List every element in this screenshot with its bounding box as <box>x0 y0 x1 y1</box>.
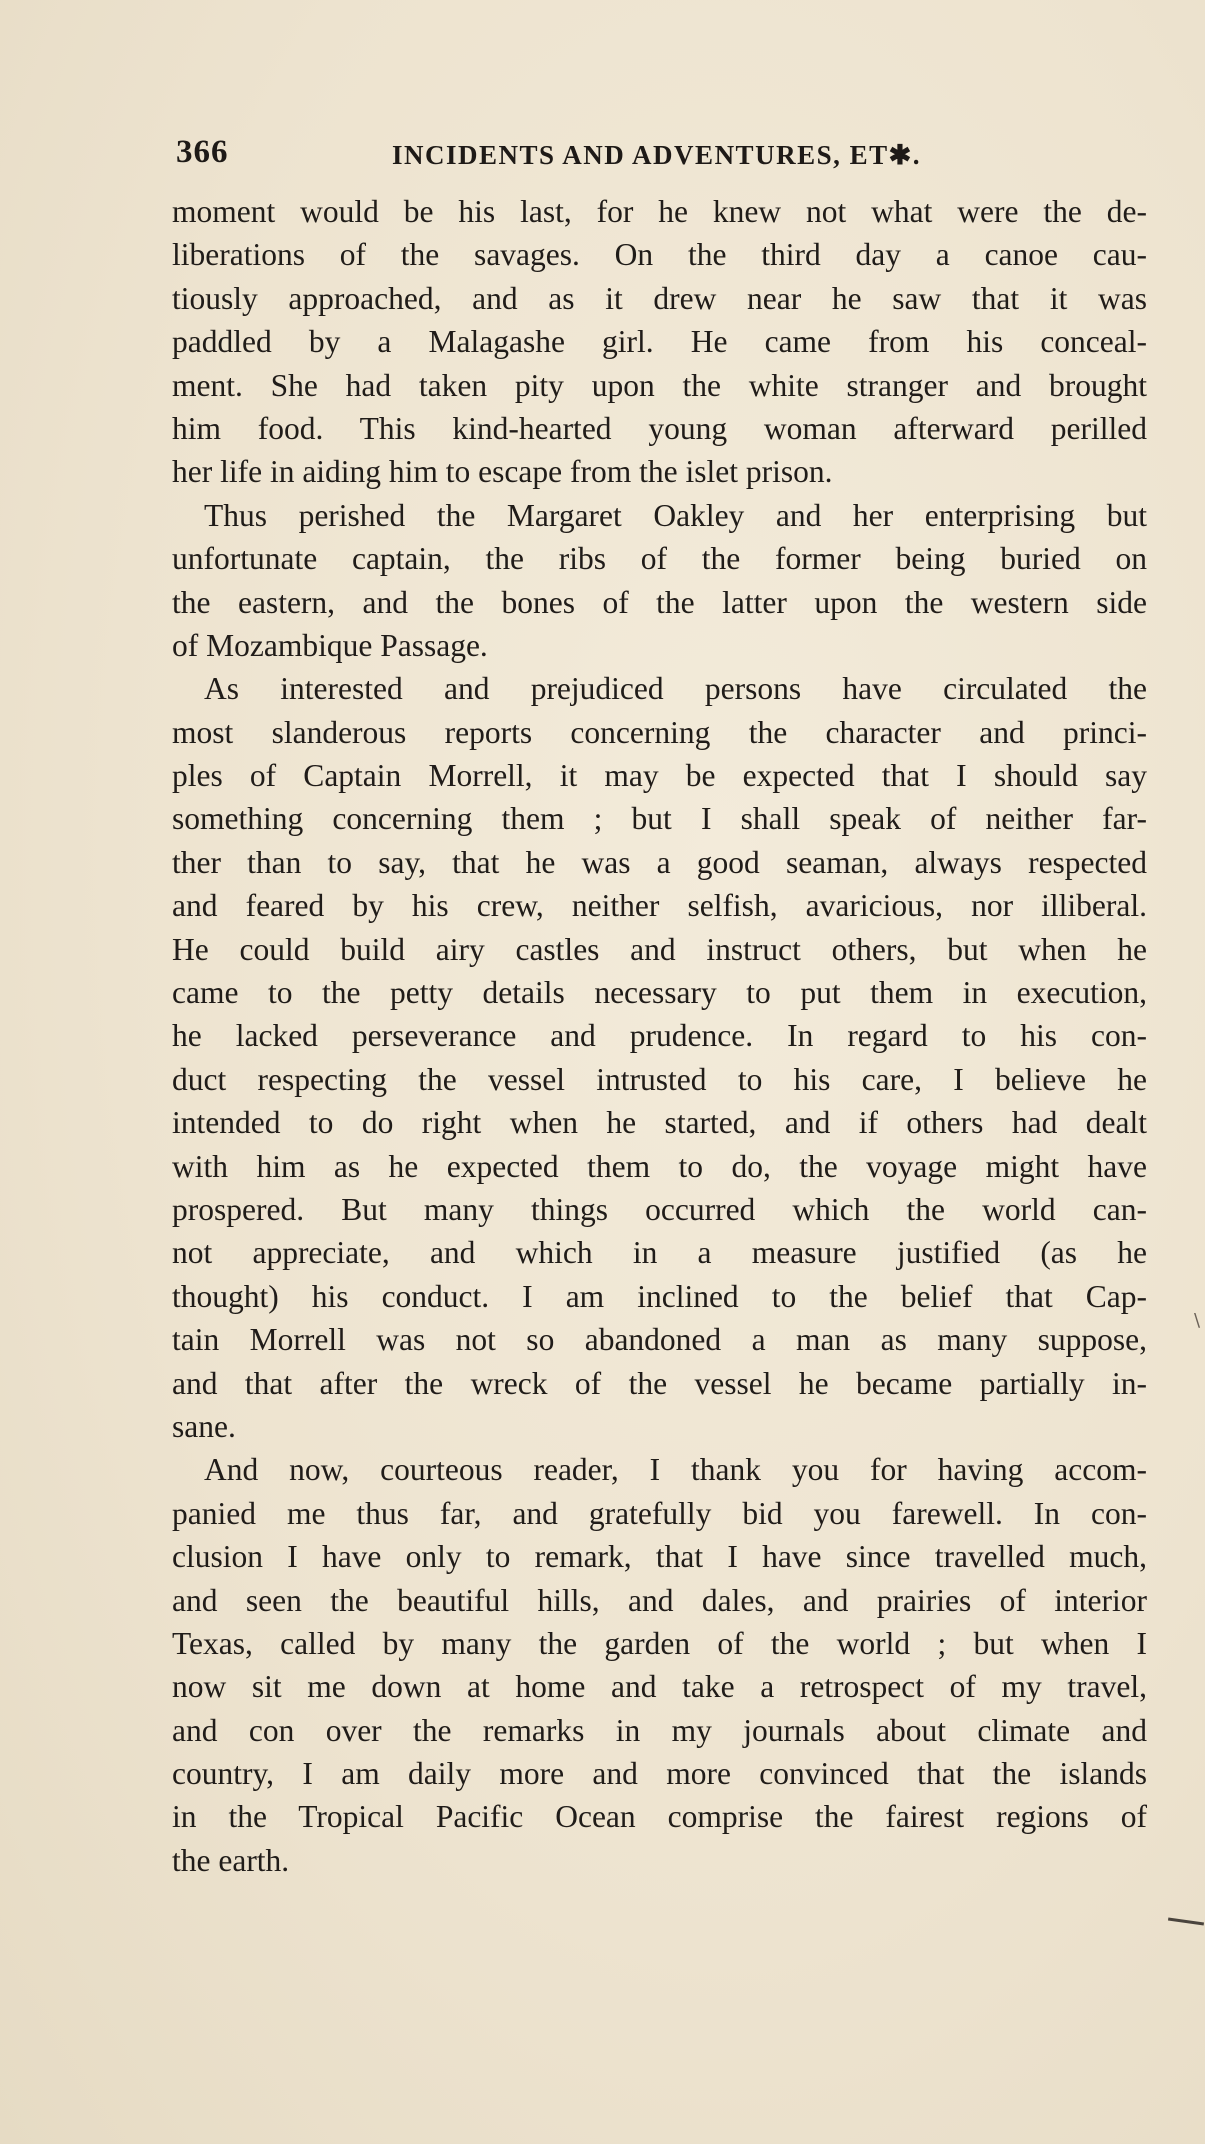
text-line: in the Tropical Pacific Ocean comprise the fairest regions of <box>172 1799 1147 1835</box>
text-line: the eastern, and the bones of the latter upon the western side <box>172 584 1147 620</box>
text-line: thought) his conduct. I am inclined to the belief that Cap- <box>172 1278 1147 1314</box>
text-line: clusion I have only to remark, that I have since travelled much, <box>172 1539 1147 1575</box>
text-line: her life in aiding him to escape from the islet prison. <box>172 454 833 490</box>
text-line: something concerning them ; but I shall speak of neither far- <box>172 801 1147 837</box>
text-line: ment. She had taken pity upon the white stranger and brought <box>172 367 1147 403</box>
text-line: ples of Captain Morrell, it may be expected that I should say <box>172 758 1147 794</box>
text-line: Texas, called by many the garden of the world ; but when I <box>172 1625 1147 1661</box>
text-line: most slanderous reports concerning the character and princi- <box>172 714 1147 750</box>
text-line: country, I am daily more and more convinced that the islands <box>172 1756 1147 1792</box>
stray-dash-mark <box>1168 1918 1204 1926</box>
text-line: Thus perished the Margaret Oakley and her enterprising but <box>204 497 1147 533</box>
text-line: he lacked perseverance and prudence. In regard to his con- <box>172 1018 1147 1054</box>
text-line: As interested and prejudiced persons have circulated the <box>204 671 1147 707</box>
stray-tick-mark: \ <box>1194 1310 1201 1331</box>
paragraph-3 <box>172 667 1147 1448</box>
text-line: And now, courteous reader, I thank you for having accom- <box>204 1452 1147 1488</box>
text-line: He could build airy castles and instruct others, but when he <box>172 931 1147 967</box>
text-line: moment would be his last, for he knew not what were the de- <box>172 194 1147 229</box>
text-line: prospered. But many things occurred which the world can- <box>172 1191 1147 1227</box>
text-line: him food. This kind-hearted young woman afterward perilled <box>172 410 1147 446</box>
text-line: of Mozambique Passage. <box>172 627 488 663</box>
text-line: intended to do right when he started, and if others had dealt <box>172 1105 1147 1141</box>
text-line: and that after the wreck of the vessel he became partially in- <box>172 1365 1147 1401</box>
running-title: INCIDENTS AND ADVENTURES, ET✱. <box>392 140 921 170</box>
text-line: not appreciate, and which in a measure justified (as he <box>172 1235 1147 1271</box>
body-text <box>172 190 1147 1882</box>
text-line: unfortunate captain, the ribs of the former being buried on <box>172 541 1147 577</box>
page-number: 366 <box>176 134 229 170</box>
text-line: liberations of the savages. On the third day a canoe cau- <box>172 237 1147 273</box>
text-line: the earth. <box>172 1842 290 1878</box>
text-line: sane. <box>172 1408 236 1444</box>
text-line: and con over the remarks in my journals about climate and <box>172 1712 1147 1748</box>
text-line: ther than to say, that he was a good seaman, always respected <box>172 844 1147 880</box>
paragraph-1 <box>172 190 1147 494</box>
paragraph-4 <box>172 1448 1147 1882</box>
text-line: now sit me down at home and take a retrospect of my travel, <box>172 1669 1147 1705</box>
text-line: paddled by a Malagashe girl. He came from his conceal- <box>172 324 1147 360</box>
text-line: tain Morrell was not so abandoned a man as many suppose, <box>172 1322 1147 1358</box>
text-line: came to the petty details necessary to put them in execution, <box>172 975 1147 1011</box>
text-line: tiously approached, and as it drew near he saw that it was <box>172 280 1147 316</box>
text-line: with him as he expected them to do, the voyage might have <box>172 1148 1147 1184</box>
text-line: panied me thus far, and gratefully bid you farewell. In con- <box>172 1495 1147 1531</box>
text-line: duct respecting the vessel intrusted to his care, I believe he <box>172 1061 1147 1097</box>
text-line: and seen the beautiful hills, and dales, and prairies of interior <box>172 1582 1147 1618</box>
page-header <box>176 134 976 174</box>
text-line: and feared by his crew, neither selfish, avaricious, nor illiberal. <box>172 888 1147 924</box>
paragraph-2 <box>172 494 1147 668</box>
